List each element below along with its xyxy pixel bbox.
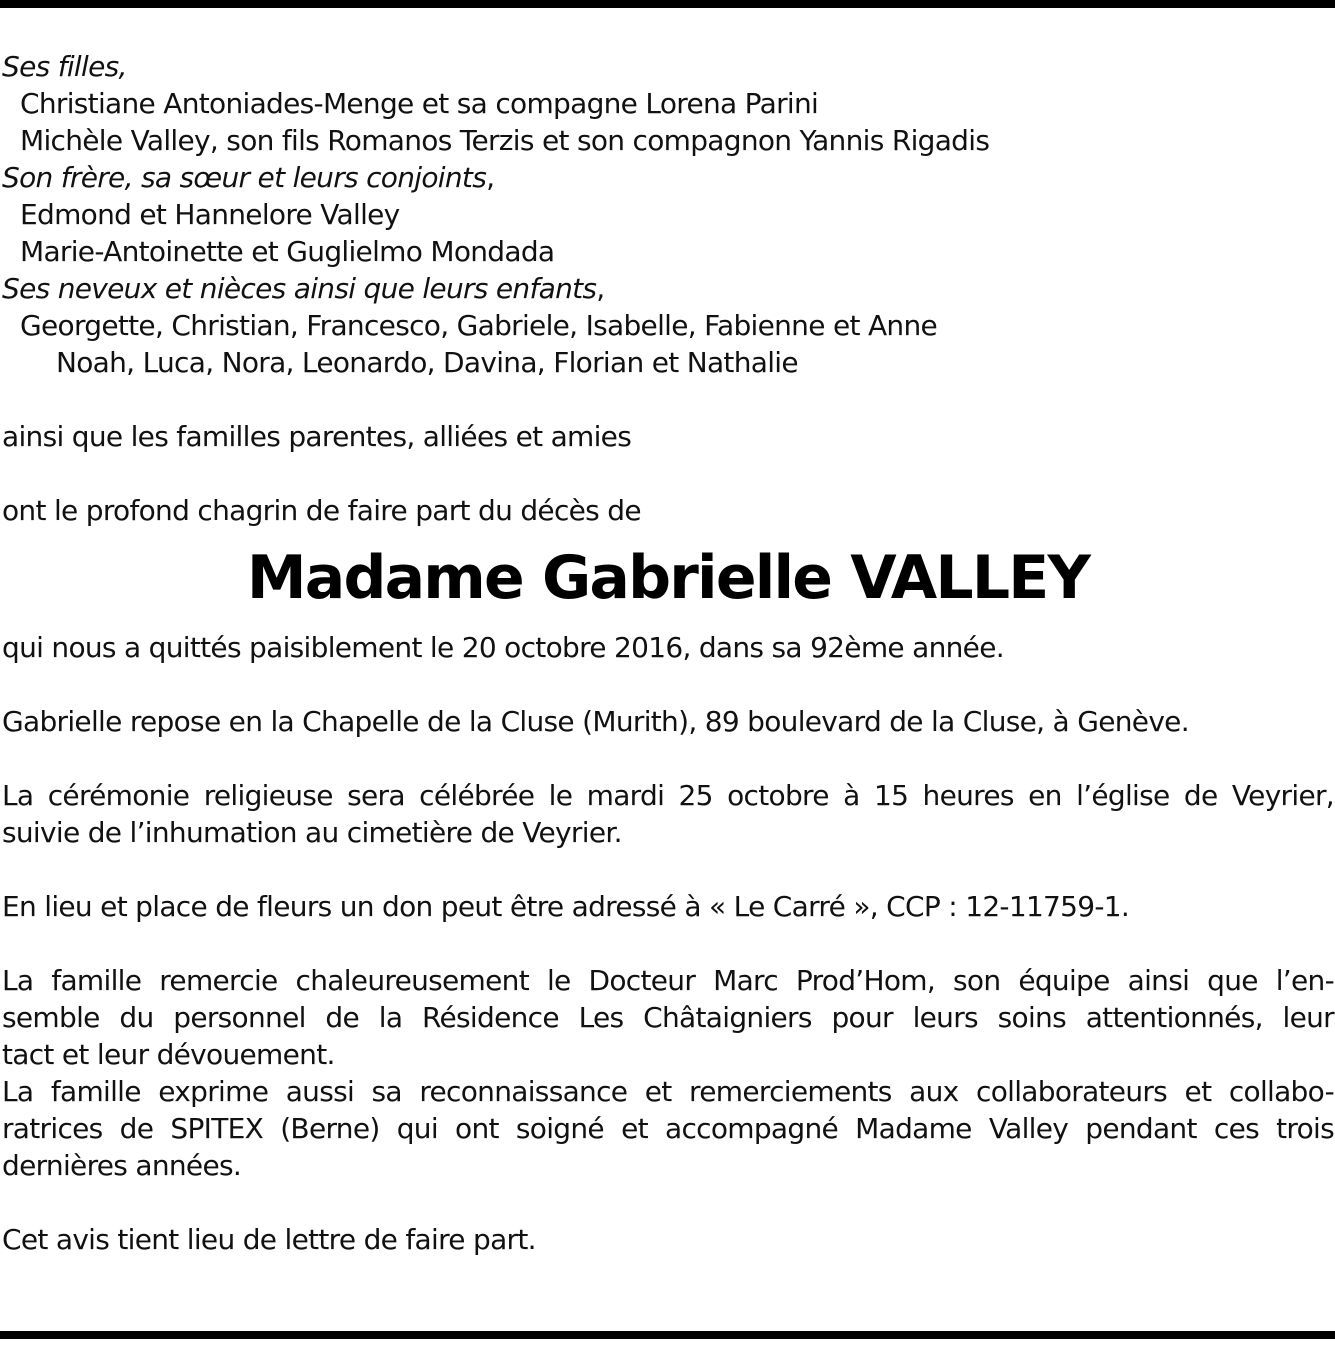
siblings-heading: Son frère, sa sœur et leurs conjoints — [2, 161, 487, 194]
daughter-2: Michèle Valley, son fils Romanos Terzis et son compagnon Yannis Rigadis — [20, 124, 990, 157]
thanks-paragraph-2 — [2, 1073, 1334, 1184]
spacer — [2, 381, 1334, 418]
siblings-heading-comma: , — [486, 161, 495, 194]
repose-line: Gabrielle repose en la Chapelle de la Cluse (Murith), 89 boulevard de la Cluse, à Genève. — [2, 705, 1189, 738]
spacer — [2, 666, 1334, 703]
spacer — [2, 1184, 1334, 1221]
top-rule — [0, 0, 1335, 8]
thanks-2-line-1: La famille exprime aussi sa reconnaissance et remerciements aux collaborateurs et collabo- — [2, 1075, 1334, 1108]
daughter-1: Christiane Antoniades-Menge et sa compagne Lorena Parini — [20, 87, 819, 120]
spacer — [2, 455, 1334, 492]
families-line: ainsi que les familles parentes, alliées et amies — [2, 420, 632, 453]
thanks-1-line-3: tact et leur dévouement. — [2, 1038, 335, 1071]
death-line: qui nous a quittés paisiblement le 20 octobre 2016, dans sa 92ème année. — [2, 631, 1004, 664]
grandnephews-list: Noah, Luca, Nora, Leonardo, Davina, Florian et Nathalie — [56, 346, 798, 379]
spacer — [2, 925, 1334, 962]
closing-line: Cet avis tient lieu de lettre de faire part. — [2, 1223, 536, 1256]
ceremony-paragraph — [2, 777, 1334, 851]
thanks-1-line-2: semble du personnel de la Résidence Les Châtaigniers pour leurs soins attentionnés, leur — [2, 1001, 1334, 1034]
thanks-2-line-3: dernières années. — [2, 1149, 242, 1182]
deceased-name: Madame Gabrielle VALLEY — [246, 543, 1090, 613]
ceremony-line-1: La cérémonie religieuse sera célébrée le mardi 25 octobre à 15 heures en l’église de Veyrier, — [2, 779, 1334, 812]
spacer — [2, 851, 1334, 888]
thanks-paragraph-1 — [2, 962, 1334, 1073]
sibling-2: Marie-Antoinette et Guglielmo Mondada — [20, 235, 555, 268]
obituary-notice — [2, 48, 1334, 1258]
spacer — [2, 740, 1334, 777]
daughters-heading: Ses filles, — [2, 50, 127, 83]
nephews-heading: Ses neveux et nièces ainsi que leurs enfants — [2, 272, 597, 305]
thanks-2-line-2: ratrices de SPITEX (Berne) qui ont soigné et accompagné Madame Valley pendant ces trois — [2, 1112, 1334, 1145]
sibling-1: Edmond et Hannelore Valley — [20, 198, 400, 231]
bottom-rule — [0, 1331, 1335, 1339]
thanks-1-line-1: La famille remercie chaleureusement le Docteur Marc Prod’Hom, son équipe ainsi que l’en- — [2, 964, 1334, 997]
announcement-line: ont le profond chagrin de faire part du décès de — [2, 494, 641, 527]
nephews-heading-line — [2, 270, 1334, 307]
donation-line: En lieu et place de fleurs un don peut être adressé à « Le Carré », CCP : 12-11759-1. — [2, 890, 1130, 923]
ceremony-line-2: suivie de l’inhumation au cimetière de Veyrier. — [2, 816, 622, 849]
nephews-list: Georgette, Christian, Francesco, Gabriele, Isabelle, Fabienne et Anne — [20, 309, 938, 342]
siblings-heading-line — [2, 159, 1334, 196]
nephews-heading-comma: , — [596, 272, 605, 305]
